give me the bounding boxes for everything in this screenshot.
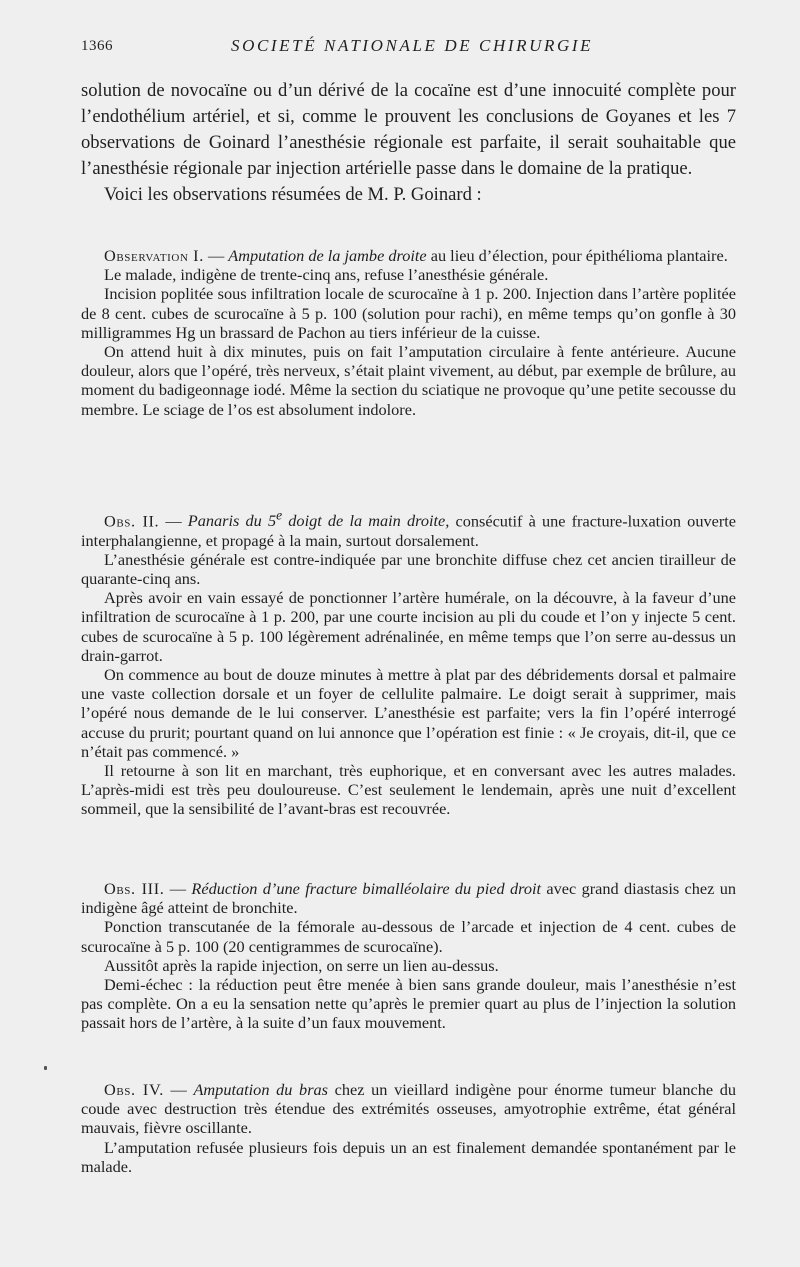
observation-1-title-rest: au lieu d’élection, pour épithélioma plantaire.	[426, 246, 728, 265]
intro-paragraph-2: Voici les observations résumées de M. P. Goinard :	[104, 184, 482, 205]
observation-3-title-rest: avec grand diastasis chez un indigène âgé atteint de bronchite.	[81, 879, 737, 918]
observation-1	[81, 246, 736, 419]
observation-3-paragraph: Ponction transcutanée de la fémorale au-dessous de l’arcade et injection de 4 cent. cubes de scurocaïne à 5 p. 100 (20 centigrammes de scurocaïne).	[81, 917, 736, 956]
observation-1-paragraph: Incision poplitée sous infiltration locale de scurocaïne à 1 p. 200. Injection dans l’artère poplitée de 8 cent. cubes de scurocaïne à 5 p. 100 (solution pour rachi), en même temps qu’on gonfle à 30 milligrammes Hg un brassard de Pachon au tiers inférieur de la cuisse.	[81, 284, 736, 342]
observation-2-title-part: Panaris du 5	[187, 511, 277, 531]
observation-4-label: Obs. IV.	[104, 1080, 164, 1099]
observation-1-paragraph: On attend huit à dix minutes, puis on fait l’amputation circulaire à fente antérieure. Aucune douleur, alors que l’opéré, très nerveux, s’était plaint vivement, au début, par exemple de brûlure, au moment du badigeonnage iodé. Même la section du sciatique ne provoque qu’une petite secousse du membre. Le sciage de l’os est absolument indolore.	[81, 342, 736, 419]
observation-2-title-rest: consécutif à une fracture-luxation ouverte interphalangienne, et propagé à la main, surtout dorsalement.	[81, 511, 736, 550]
observation-4	[81, 1080, 736, 1176]
observation-1-label: Observation I.	[104, 246, 204, 265]
observation-2-paragraph: Après avoir en vain essayé de ponctionner l’artère humérale, on la découvre, à la faveur d’une infiltration de scurocaïne à 1 p. 200, par une courte incision au pli du coude et l’on y injecte 5 cent. cubes de scurocaïne à 5 p. 100 légèrement adrénalinée, en même temps que l’on serre au-dessus un drain-garrot.	[81, 588, 736, 665]
heading-dash: —	[159, 511, 188, 531]
observation-3	[81, 879, 736, 1033]
observation-2-label: Obs. II.	[104, 511, 160, 531]
observation-2-title-superscript: e	[276, 508, 283, 523]
margin-mark	[44, 1066, 47, 1070]
observation-4-paragraph: L’amputation refusée plusieurs fois depuis un an est finalement demandée spontanément par le malade.	[81, 1137, 736, 1176]
observation-3-label: Obs. III.	[104, 879, 165, 898]
running-title: SOCIETÉ NATIONALE DE CHIRURGIE	[231, 36, 594, 55]
observation-1-paragraph: Le malade, indigène de trente-cinq ans, refuse l’anesthésie générale.	[104, 265, 549, 285]
observation-3-paragraph: Demi-échec : la réduction peut être menée à bien sans grande douleur, mais l’anesthésie n’est pas complète. On a eu la sensation nette qu’après le premier quart au plus de l’injection la solution passait hors de l’artère, à la suite d’un faux mouvement.	[81, 975, 736, 1033]
heading-dash: —	[203, 246, 229, 265]
observation-3-heading	[81, 879, 736, 917]
running-header	[81, 36, 718, 60]
observation-4-title: Amputation du bras	[193, 1080, 329, 1099]
observation-2-heading	[81, 506, 736, 550]
heading-dash: —	[164, 879, 192, 898]
page-number: 1366	[81, 38, 113, 54]
heading-dash: —	[163, 1080, 194, 1099]
observation-2-title-part: doigt de la main droite,	[282, 511, 450, 531]
intro-text	[81, 78, 736, 208]
observation-4-heading	[81, 1080, 736, 1138]
observation-2-paragraph: Il retourne à son lit en marchant, très euphorique, et en conversant avec les autres malades. L’après-midi est très peu douloureuse. C’est seulement le lendemain, après une nuit d’excellent sommeil, que la sensibilité de l’avant-bras est recouvrée.	[81, 761, 736, 819]
intro-paragraph-1: solution de novocaïne ou d’un dérivé de la cocaïne est d’une innocuité complète pour l’endothélium artériel, et si, comme le prouvent les conclusions de Goyanes et les 7 observations de Goinard l’anesthésie régionale est parfaite, il serait souhaitable que l’anesthésie régionale par injection artérielle passe dans le domaine de la pratique.	[81, 80, 736, 179]
observation-2-paragraph: On commence au bout de douze minutes à mettre à plat par des débridements dorsal et palmaire une vaste collection dorsale et un foyer de cellulite palmaire. Le doigt serait à supprimer, mais l’opéré nous demande de le lui conserver. L’anesthésie est parfaite; vers la fin l’opéré interrogé accuse du prurit; pourtant quand on lui annonce que l’opération est finie : « Je croyais, dit-il, que ce n’était pas commencé. »	[81, 665, 736, 761]
observation-4-title-rest: chez un vieillard indigène pour énorme tumeur blanche du coude avec destruction très étendue des extrémités osseuses, amyotrophie extrême, état général mauvais, fièvre oscillante.	[81, 1080, 737, 1138]
observation-2	[81, 506, 736, 819]
observation-1-heading	[81, 246, 736, 265]
observation-2-title	[187, 508, 450, 531]
observation-3-paragraph: Aussitôt après la rapide injection, on serre un lien au-dessus.	[104, 955, 499, 975]
observation-3-title: Réduction d’une fracture bimalléolaire du pied droit	[191, 879, 542, 898]
observation-1-title: Amputation de la jambe droite	[228, 246, 427, 265]
observation-2-paragraph: L’anesthésie générale est contre-indiquée par une bronchite diffuse chez cet ancien tirailleur de quarante-cinq ans.	[81, 549, 736, 589]
